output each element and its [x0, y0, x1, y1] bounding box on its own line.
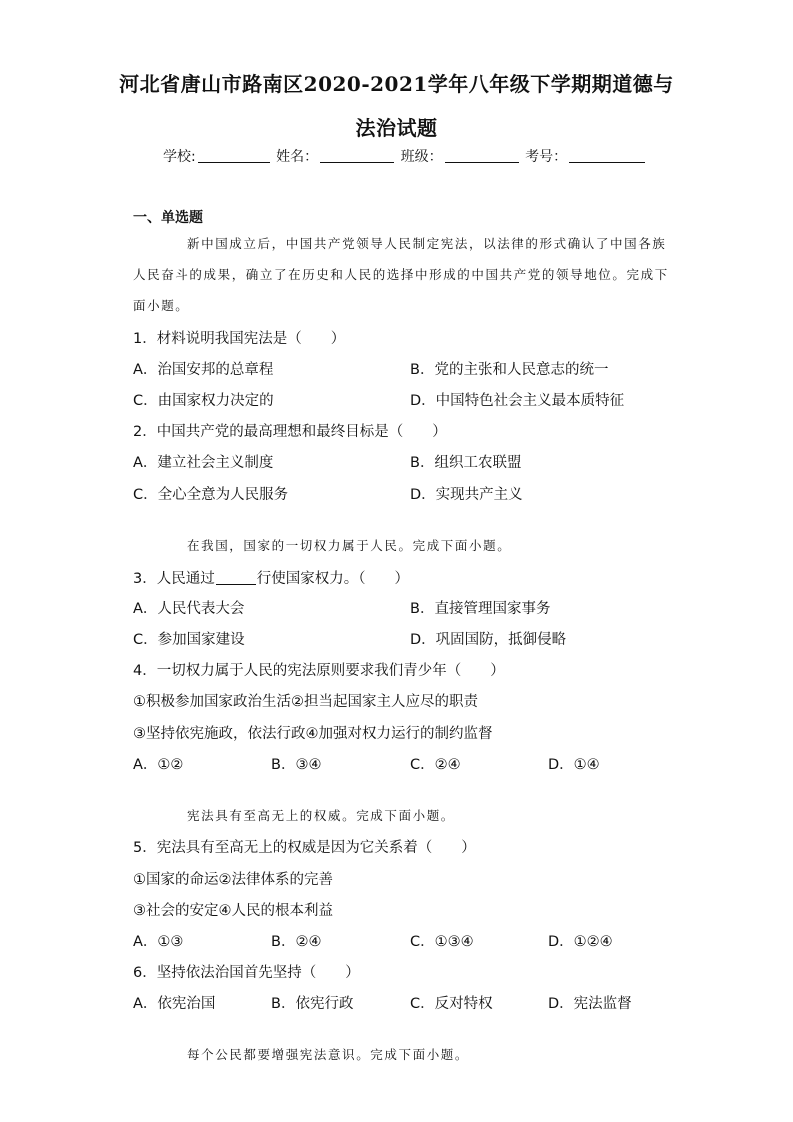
question-6-stem: 6．坚持依法治国首先坚持（ ）: [133, 965, 360, 981]
question-4-option-a[interactable]: A．①②: [133, 757, 184, 773]
question-4-option-c[interactable]: C．②④: [410, 757, 461, 773]
question-2-option-c[interactable]: C．全心全意为人民服务: [133, 487, 289, 503]
question-3-option-c[interactable]: C．参加国家建设: [133, 632, 245, 648]
question-4-items-3-4: ③坚持依宪施政，依法行政④加强对权力运行的制约监督: [133, 726, 493, 742]
class-field[interactable]: [445, 148, 519, 163]
question-2-option-d[interactable]: D．实现共产主义: [410, 487, 523, 503]
question-6-option-b[interactable]: B．依宪行政: [271, 996, 354, 1012]
section-title: 一、单选题: [133, 210, 203, 226]
question-1-stem: 1．材料说明我国宪法是（ ）: [133, 331, 346, 347]
question-5-items-3-4: ③社会的安定④人民的根本利益: [133, 903, 333, 919]
question-6-option-a[interactable]: A．依宪治国: [133, 996, 216, 1012]
question-3-stem-before: 3．人民通过: [133, 571, 215, 587]
question-5-stem: 5．宪法具有至高无上的权威是因为它关系着（ ）: [133, 840, 476, 856]
question-6-option-d[interactable]: D．宪法监督: [548, 996, 632, 1012]
question-4-option-b[interactable]: B．③④: [271, 757, 322, 773]
question-3-stem-after: 行使国家权力。（ ）: [256, 571, 409, 587]
question-1-option-c[interactable]: C．由国家权力决定的: [133, 393, 274, 409]
student-info-row: [163, 146, 647, 166]
question-3-option-d[interactable]: D．巩固国防，抵御侵略: [410, 632, 567, 648]
page-title-line2: 法治试题: [355, 116, 438, 140]
question-4-option-d[interactable]: D．①④: [548, 757, 600, 773]
question-5-option-d[interactable]: D．①②④: [548, 934, 613, 950]
material1-line1: 新中国成立后，中国共产党领导人民制定宪法，以法律的形式确认了中国各族: [187, 236, 667, 251]
question-3-option-b[interactable]: B．直接管理国家事务: [410, 601, 551, 617]
class-label: 班级：: [400, 149, 443, 165]
question-3-stem: [133, 567, 409, 588]
question-2-option-a[interactable]: A．建立社会主义制度: [133, 455, 274, 471]
question-4-stem: 4．一切权力属于人民的宪法原则要求我们青少年（ ）: [133, 663, 505, 679]
question-3-option-a[interactable]: A．人民代表大会: [133, 601, 245, 617]
exam-number-label: 考号：: [525, 149, 568, 165]
question-5-option-b[interactable]: B．②④: [271, 934, 322, 950]
question-1-option-d[interactable]: D．中国特色社会主义最本质特征: [410, 393, 625, 409]
question-5-items-1-2: ①国家的命运②法律体系的完善: [133, 872, 333, 888]
page-title-line1: 河北省唐山市路南区2020-2021学年八年级下学期期道德与: [119, 72, 674, 96]
name-field[interactable]: [320, 148, 394, 163]
material4-line1: 每个公民都要增强宪法意识。完成下面小题。: [187, 1047, 470, 1062]
question-1-option-a[interactable]: A．治国安邦的总章程: [133, 362, 274, 378]
question-6-option-c[interactable]: C．反对特权: [410, 996, 493, 1012]
question-2-option-b[interactable]: B．组织工农联盟: [410, 455, 522, 471]
question-2-stem: 2．中国共产党的最高理想和最终目标是（ ）: [133, 424, 447, 440]
question-1-option-b[interactable]: B．党的主张和人民意志的统一: [410, 362, 609, 378]
question-4-items-1-2: ①积极参加国家政治生活②担当起国家主人应尽的职责: [133, 694, 478, 710]
question-5-option-a[interactable]: A．①③: [133, 934, 184, 950]
question-5-option-c[interactable]: C．①③④: [410, 934, 474, 950]
school-label: 学校:: [163, 149, 196, 165]
school-field[interactable]: [198, 148, 270, 163]
material2-line1: 在我国，国家的一切权力属于人民。完成下面小题。: [187, 538, 512, 553]
material1-line3: 面小题。: [133, 298, 190, 313]
material1-line2: 人民奋斗的成果，确立了在历史和人民的选择中形成的中国共产党的领导地位。完成下: [133, 267, 669, 282]
exam-number-field[interactable]: [569, 148, 645, 163]
material3-line1: 宪法具有至高无上的权威。完成下面小题。: [187, 808, 455, 823]
name-label: 姓名：: [276, 149, 319, 165]
question-3-blank: [216, 571, 256, 585]
